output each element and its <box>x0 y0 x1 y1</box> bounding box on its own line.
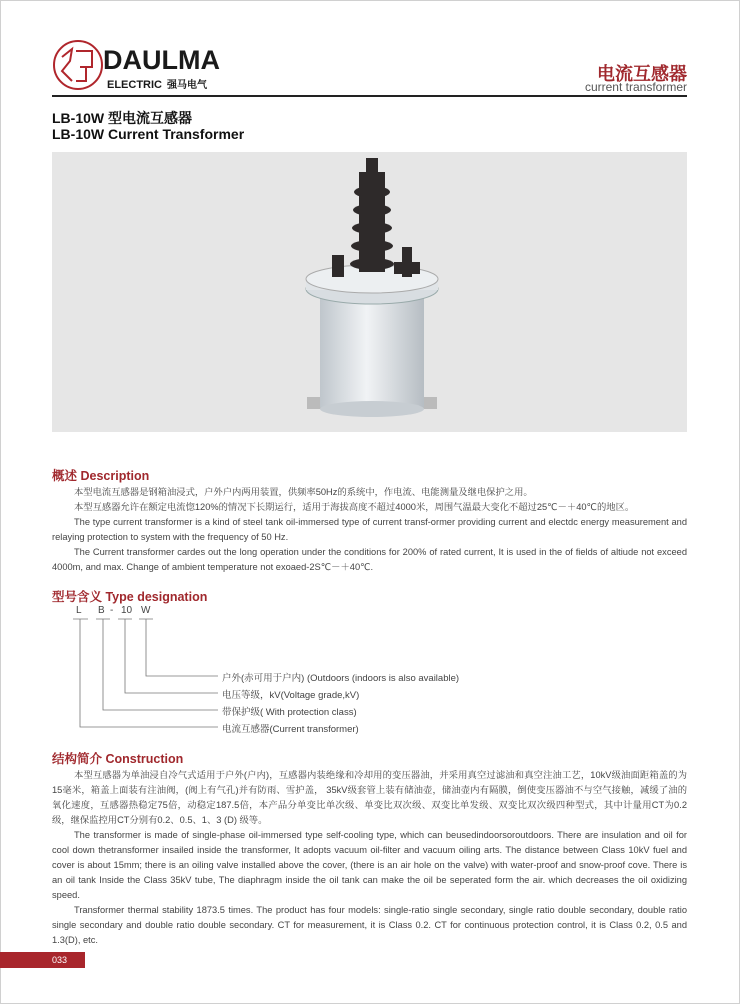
brand-sub-en: ELECTRIC <box>107 79 162 91</box>
construction-paragraph: The transformer is made of single-phase oil-immersed type self-cooling type, which can beusedindoorsoroutdoors. There are insulation and oil for cool down thetransformer insailed inside the transformer, It adopts vacuum oil-filter and vacuum oiling arts. The distance between Class 10kV fuel and cover is about 15mm; there is an oiling valve installed above the cover, (there is an air hole on the valve) with water-proof and snow-proof cove. There is an oil tank Inside the Class 35kV tube, The diaphragm inside the oil tank can make the oil be seperated form the air. which decreases the oil oxidizing speed. <box>52 830 687 900</box>
page-number: 033 <box>51 955 67 965</box>
designation-label-10: 电压等级，kV(Voltage grade,kV) <box>222 690 360 701</box>
code-letter: W <box>141 605 151 616</box>
code-letter: 10 <box>121 605 133 616</box>
product-title-en: LB-10W Current Transformer <box>52 126 245 142</box>
code-letter: B <box>98 605 105 616</box>
description-paragraph: 本型互感器允许在额定电流惚120%的情况下长期运行，适用于海拔高度不超过4000米，周围气温最大变化不超过25℃－＋40℃的地区。 <box>74 502 635 512</box>
brand-sub-cn: 强马电气 <box>167 80 207 91</box>
description-paragraph: The type current transformer is a kind of steel tank oil-immersed type of current transf-ormer providing current and electdc energy measurement and relaying protection to system with the frequency of 50 Hz. <box>52 517 687 542</box>
description-paragraph: The Current transformer cardes out the long operation under the conditions for 200% of rated current, It is used in the of fields of altiude not exceed 4000m, and max. Change of ambient temperature not exoaed-2S℃－＋40℃. <box>52 547 687 572</box>
construction-text <box>52 768 687 948</box>
construction-heading: 结构简介 Construction <box>52 752 184 766</box>
designation-label-w: 户外(赤可用于户内) (Outdoors (indoors is also available) <box>222 673 460 684</box>
type-designation-heading: 型号含义 Type designation <box>52 590 208 604</box>
page-number-tab <box>0 952 85 968</box>
designation-label-b: 带保护级( With protection class) <box>222 707 357 718</box>
section-title-en: current transformer <box>584 80 687 94</box>
product-title-cn: LB-10W 型电流互感器 <box>52 110 192 126</box>
brand-name: DAULMA <box>103 45 220 75</box>
section-title-cn: 电流互感器 <box>597 64 687 84</box>
code-letter: L <box>76 605 82 616</box>
construction-paragraph: Transformer thermal stability 1873.5 times. The product has four models: single-ratio single secondary, single ratio double secondary, double ratio single secondary and double ratio double secondary. CT for measurement, it is Class 0.2. CT for continuous protection control, it is Class 0.2, 0.5 and 1.3(D), etc. <box>52 905 687 945</box>
designation-label-l: 电流互感器(Current transformer) <box>222 724 359 735</box>
code-letter: - <box>110 605 114 616</box>
description-paragraph: 本型电流互感器是钢箱油浸式，户外户内两用装置，供频率50Hz的系统中，作电流、电能测量及继电保护之用。 <box>74 487 533 497</box>
construction-paragraph: 本型互感器为单油浸自冷气式适用于户外(户内)，互感器内装绝缘和冷却用的变压器油，并采用真空过滤油和真空注油工艺，10kV级油面距箱盖的为15毫米，箱盖上面装有注油阀，(阀上有气孔)并有防雨、雪护盖， 35kV级套管上装有储油壶，储油壶内有隔膜，倒使变压器油不与空气接触，减缓了油的氧化速度，互感器热稳定75倍，动稳定187.5倍，本产品分单变比单次级、单变比双次级、双变比单发级、双变比双次级四种型式，其中计量用CT为0.2级，继保监控用CT分别有0.2、0.5、1、3 (D) 级等。 <box>52 770 687 825</box>
description-heading: 概述 Description <box>52 469 150 483</box>
